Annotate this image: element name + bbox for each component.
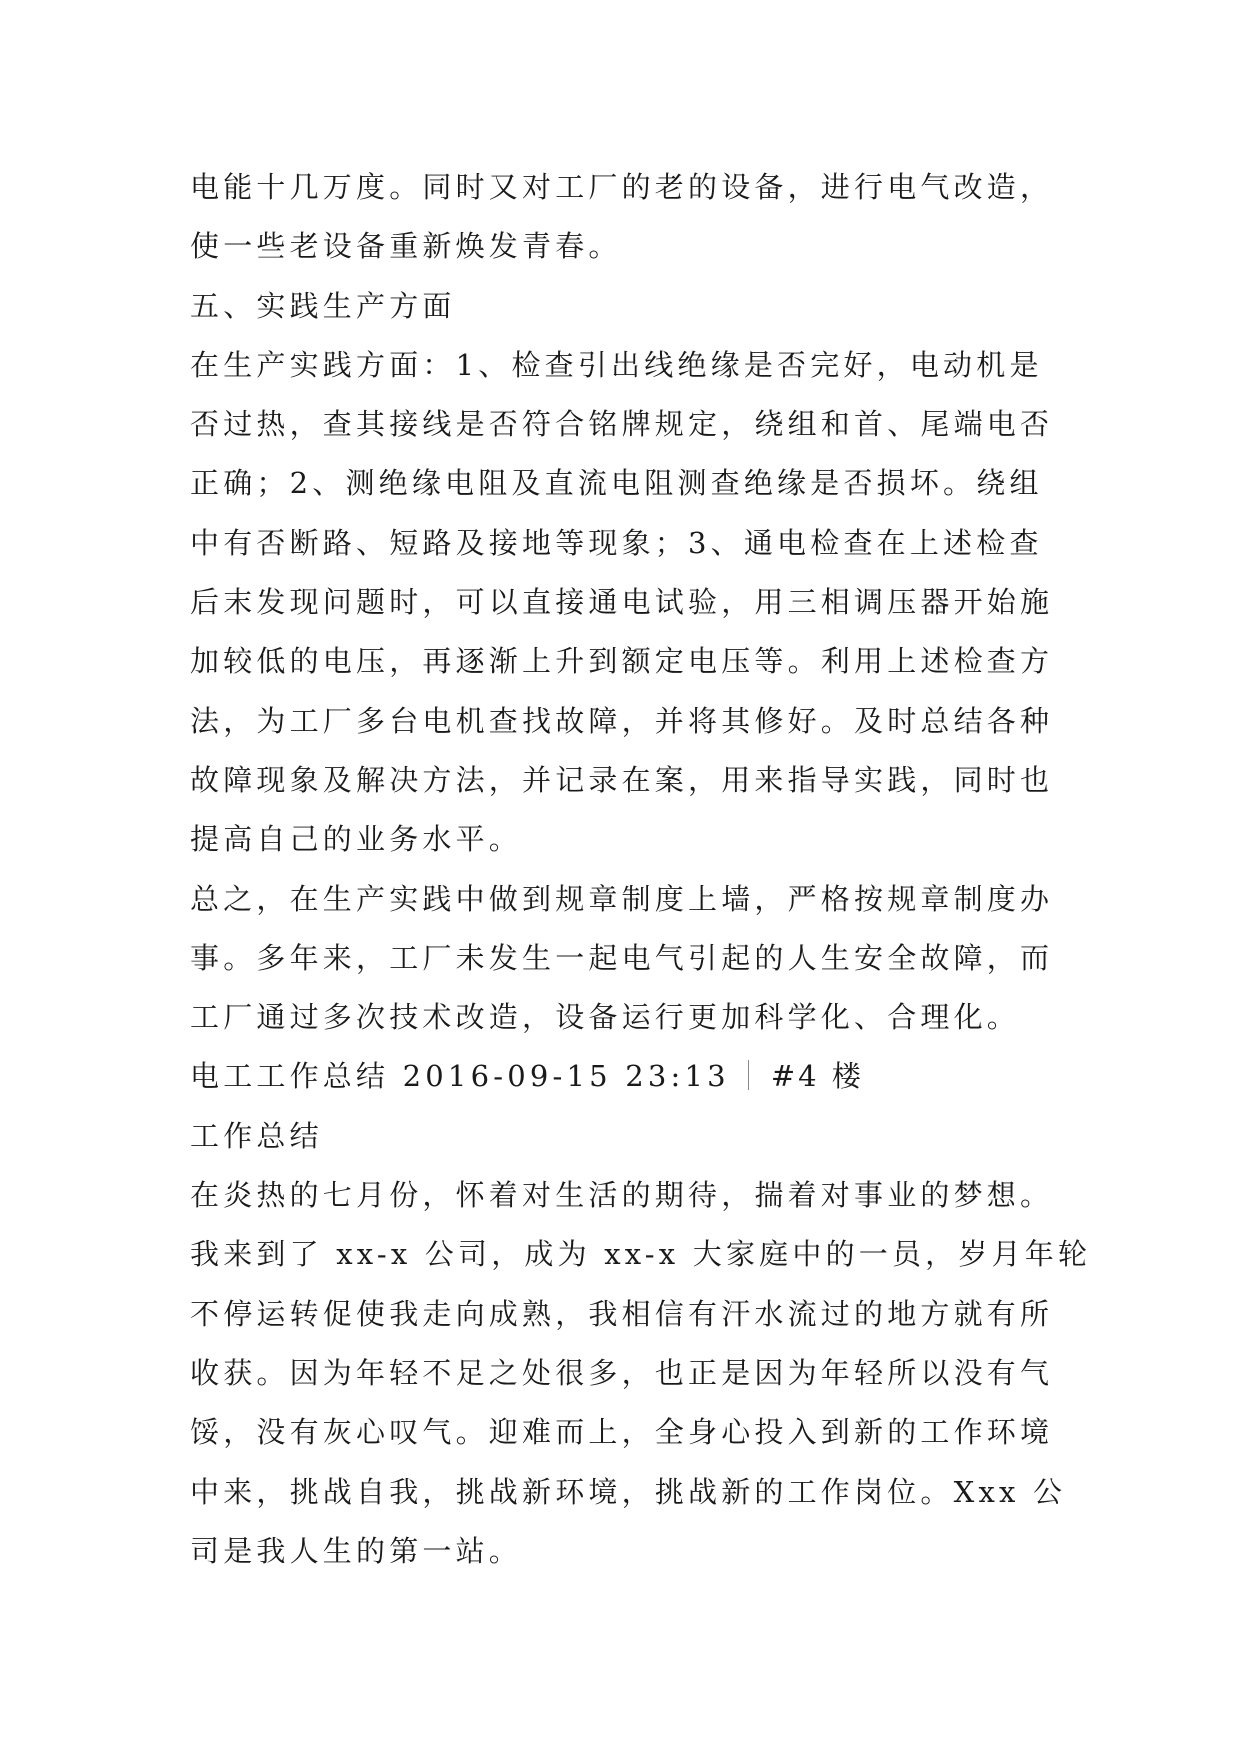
paragraph-line: 总之，在生产实践中做到规章制度上墙，严格按规章制度办 xyxy=(190,881,1054,916)
paragraph-line: 不停运转促使我走向成熟，我相信有汗水流过的地方就有所 xyxy=(190,1296,1054,1331)
paragraph-line: 中有否断路、短路及接地等现象；3、通电检查在上述检查 xyxy=(190,525,1043,560)
document-body xyxy=(190,158,1092,1581)
paragraph-line: 在炎热的七月份，怀着对生活的期待，揣着对事业的梦想。 xyxy=(190,1178,1054,1213)
paragraph-line: 工厂通过多次技术改造，设备运行更加科学化、合理化。 xyxy=(190,1000,1021,1035)
paragraph-line: 我来到了 xx-x 公司，成为 xx-x 大家庭中的一员，岁月年轮 xyxy=(190,1237,1092,1272)
paragraph-line: 后末发现问题时，可以直接通电试验，用三相调压器开始施 xyxy=(190,585,1054,620)
paragraph-line: 否过热，查其接线是否符合铭牌规定，绕组和首、尾端电否 xyxy=(190,407,1054,442)
paragraph-line: 使一些老设备重新焕发青春。 xyxy=(190,229,622,264)
post-header xyxy=(190,1047,1070,1106)
post-heading: 工作总结 xyxy=(190,1118,323,1153)
paragraph-line: 事。多年来，工厂未发生一起电气引起的人生安全故障，而 xyxy=(190,940,1054,975)
paragraph-line: 法，为工厂多台电机查找故障，并将其修好。及时总结各种 xyxy=(190,703,1054,738)
post-title-time: 电工工作总结 2016-09-15 23:13 xyxy=(190,1059,730,1094)
paragraph-line: 司是我人生的第一站。 xyxy=(190,1533,523,1568)
paragraph-line: 馁，没有灰心叹气。迎难而上，全身心投入到新的工作环境 xyxy=(190,1415,1054,1450)
paragraph-line: 故障现象及解决方法，并记录在案，用来指导实践，同时也 xyxy=(190,762,1054,797)
floor-number: #4 楼 xyxy=(770,1059,864,1094)
section-heading: 五、实践生产方面 xyxy=(190,288,456,323)
paragraph-line: 加较低的电压，再逐渐上升到额定电压等。利用上述检查方 xyxy=(190,644,1054,679)
paragraph-line: 提高自己的业务水平。 xyxy=(190,822,523,857)
paragraph-line: 在生产实践方面：1、检查引出线绝缘是否完好，电动机是 xyxy=(190,347,1043,382)
paragraph-line: 电能十几万度。同时又对工厂的老的设备，进行电气改造， xyxy=(190,170,1054,204)
paragraph-line: 中来，挑战自我，挑战新环境，挑战新的工作岗位。Xxx 公 xyxy=(190,1474,1067,1509)
paragraph-line: 正确；2、测绝缘电阻及直流电阻测查绝缘是否损坏。绕组 xyxy=(190,466,1043,501)
paragraph-line: 收获。因为年轻不足之处很多，也正是因为年轻所以没有气 xyxy=(190,1355,1054,1390)
separator-divider xyxy=(748,1060,749,1090)
